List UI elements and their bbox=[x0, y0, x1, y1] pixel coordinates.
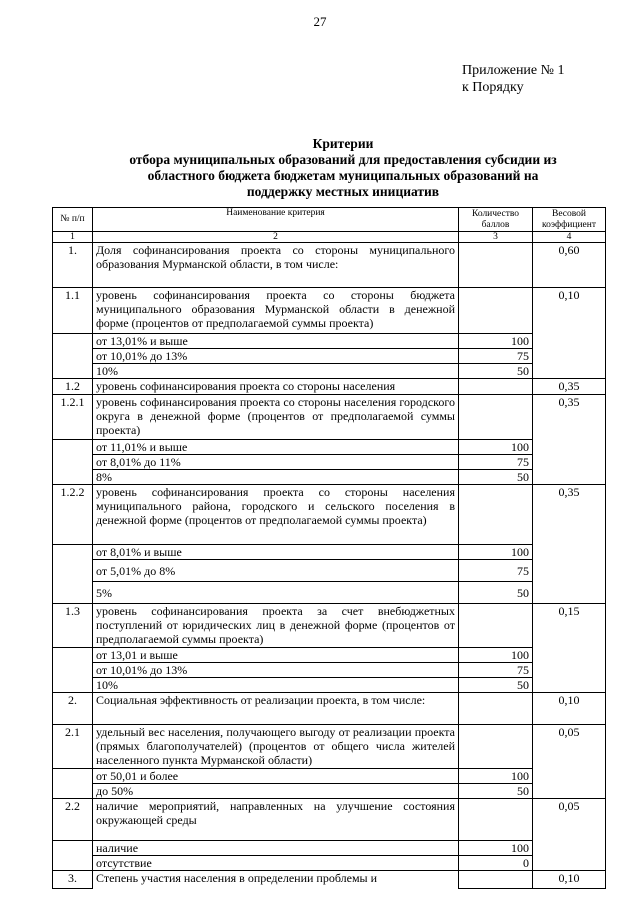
weight-cell: 0,10 bbox=[533, 871, 606, 889]
option-label: 10% bbox=[93, 678, 459, 693]
table-row bbox=[53, 841, 606, 856]
points-cell bbox=[459, 379, 533, 395]
table-row bbox=[53, 582, 606, 604]
row-number bbox=[53, 648, 93, 663]
row-number bbox=[53, 582, 93, 604]
points-value: 50 bbox=[459, 364, 533, 379]
column-number-row bbox=[53, 232, 606, 243]
option-label: от 8,01% и выше bbox=[93, 545, 459, 560]
weight-cell: 0,15 bbox=[533, 604, 606, 693]
option-label: наличие bbox=[93, 841, 459, 856]
table-row bbox=[53, 856, 606, 871]
weight-cell: 0,60 bbox=[533, 243, 606, 288]
points-cell bbox=[459, 485, 533, 545]
title-line-2: отбора муниципальных образований для предоставления субсидии из bbox=[129, 152, 557, 167]
weight-cell: 0,10 bbox=[533, 693, 606, 725]
table-row bbox=[53, 769, 606, 784]
row-number: 2.1 bbox=[53, 725, 93, 769]
row-number bbox=[53, 663, 93, 678]
weight-cell: 0,35 bbox=[533, 485, 606, 604]
row-number bbox=[53, 349, 93, 364]
points-cell bbox=[459, 693, 533, 725]
criteria-table bbox=[52, 207, 606, 889]
option-label: 5% bbox=[93, 582, 459, 604]
criterion-name: наличие мероприятий, направленных на улучшение состояния окружающей среды bbox=[93, 799, 459, 841]
row-number: 1. bbox=[53, 243, 93, 288]
points-value: 75 bbox=[459, 663, 533, 678]
table-row bbox=[53, 648, 606, 663]
criterion-name: уровень софинансирования проекта со стороны населения городского округа в денежной форме (процентов от предполагаемой суммы проекта) bbox=[93, 395, 459, 440]
table-row bbox=[53, 545, 606, 560]
option-label: от 11,01% и выше bbox=[93, 440, 459, 455]
criterion-name: уровень софинансирования проекта со стороны населения муниципального района, городского и сельского поселения в денежной форме (процентов от предполагаемой суммы проекта) bbox=[93, 485, 459, 545]
table-row bbox=[53, 663, 606, 678]
points-cell bbox=[459, 725, 533, 769]
points-value: 100 bbox=[459, 841, 533, 856]
option-label: от 13,01 и выше bbox=[93, 648, 459, 663]
criterion-name: Социальная эффективность от реализации проекта, в том числе: bbox=[93, 693, 459, 725]
row-number: 2. bbox=[53, 693, 93, 725]
points-value: 100 bbox=[459, 648, 533, 663]
points-value: 50 bbox=[459, 784, 533, 799]
table-row bbox=[53, 395, 606, 440]
points-value: 100 bbox=[459, 440, 533, 455]
table-row bbox=[53, 560, 606, 582]
page-number: 27 bbox=[313, 14, 327, 29]
weight-cell: 0,10 bbox=[533, 288, 606, 379]
table-row bbox=[53, 799, 606, 841]
criterion-name: Доля софинансирования проекта со стороны муниципального образования Мурманской области, в том числе: bbox=[93, 243, 459, 288]
table-row bbox=[53, 784, 606, 799]
weight-cell: 0,05 bbox=[533, 725, 606, 799]
table-row bbox=[53, 334, 606, 349]
option-label: от 50,01 и более bbox=[93, 769, 459, 784]
option-label: отсутствие bbox=[93, 856, 459, 871]
header-points: Количество баллов bbox=[459, 208, 533, 232]
table-row bbox=[53, 604, 606, 648]
table-row bbox=[53, 725, 606, 769]
table-row bbox=[53, 364, 606, 379]
column-number: 2 bbox=[93, 232, 459, 243]
table-row bbox=[53, 871, 606, 889]
option-label: 8% bbox=[93, 470, 459, 485]
column-number: 3 bbox=[459, 232, 533, 243]
option-label: 10% bbox=[93, 364, 459, 379]
row-number: 1.2.2 bbox=[53, 485, 93, 545]
table-row bbox=[53, 379, 606, 395]
header-row bbox=[53, 208, 606, 232]
criterion-name: удельный вес населения, получающего выгоду от реализации проекта (прямых благополучателей) (процентов от общего числа жителей населенного пункта Мурманской области) bbox=[93, 725, 459, 769]
header-name: Наименование критерия bbox=[93, 208, 459, 232]
option-label: от 10,01% до 13% bbox=[93, 349, 459, 364]
table-row bbox=[53, 678, 606, 693]
points-value: 50 bbox=[459, 678, 533, 693]
row-number: 1.2 bbox=[53, 379, 93, 395]
row-number bbox=[53, 440, 93, 455]
criterion-name: уровень софинансирования проекта со стороны бюджета муниципального образования Мурманской области в денежной форме (процентов от предполагаемой суммы проекта) bbox=[93, 288, 459, 334]
row-number bbox=[53, 784, 93, 799]
appendix-line-2: к Порядку bbox=[462, 80, 524, 95]
points-cell bbox=[459, 288, 533, 334]
row-number: 1.3 bbox=[53, 604, 93, 648]
row-number bbox=[53, 678, 93, 693]
table-row bbox=[53, 485, 606, 545]
points-cell bbox=[459, 243, 533, 288]
row-number: 3. bbox=[53, 871, 93, 889]
points-value: 100 bbox=[459, 769, 533, 784]
criterion-name: Степень участия населения в определении проблемы и bbox=[93, 871, 459, 889]
table-row bbox=[53, 440, 606, 455]
appendix-line-1: Приложение № 1 bbox=[462, 63, 565, 78]
option-label: до 50% bbox=[93, 784, 459, 799]
column-number: 4 bbox=[533, 232, 606, 243]
points-cell bbox=[459, 604, 533, 648]
column-number: 1 bbox=[53, 232, 93, 243]
row-number bbox=[53, 545, 93, 560]
row-number: 1.1 bbox=[53, 288, 93, 334]
points-cell bbox=[459, 395, 533, 440]
table-row bbox=[53, 693, 606, 725]
table-row bbox=[53, 470, 606, 485]
points-value: 75 bbox=[459, 349, 533, 364]
weight-cell: 0,05 bbox=[533, 799, 606, 871]
title-line-1: Критерии bbox=[312, 136, 374, 151]
title-line-4: поддержку местных инициатив bbox=[246, 184, 440, 199]
criterion-name: уровень софинансирования проекта за счет внебюджетных поступлений от юридических лиц в денежной форме (процентов от предполагаемой суммы проекта) bbox=[93, 604, 459, 648]
table-row bbox=[53, 243, 606, 288]
criterion-name: уровень софинансирования проекта со стороны населения bbox=[93, 379, 459, 395]
points-value: 0 bbox=[459, 856, 533, 871]
title-line-3: областного бюджета бюджетам муниципальных образований на bbox=[147, 168, 539, 183]
row-number: 1.2.1 bbox=[53, 395, 93, 440]
points-cell bbox=[459, 799, 533, 841]
header-weight: Весовой коэффициент bbox=[533, 208, 606, 232]
option-label: от 8,01% до 11% bbox=[93, 455, 459, 470]
document-title bbox=[60, 136, 626, 200]
row-number bbox=[53, 769, 93, 784]
table-row bbox=[53, 288, 606, 334]
table-row bbox=[53, 349, 606, 364]
row-number bbox=[53, 334, 93, 349]
weight-cell: 0,35 bbox=[533, 379, 606, 395]
table-row bbox=[53, 455, 606, 470]
row-number bbox=[53, 364, 93, 379]
row-number: 2.2 bbox=[53, 799, 93, 841]
points-value: 50 bbox=[459, 470, 533, 485]
points-value: 100 bbox=[459, 334, 533, 349]
points-value: 100 bbox=[459, 545, 533, 560]
row-number bbox=[53, 470, 93, 485]
row-number bbox=[53, 455, 93, 470]
row-number bbox=[53, 856, 93, 871]
option-label: от 13,01% и выше bbox=[93, 334, 459, 349]
row-number bbox=[53, 560, 93, 582]
option-label: от 5,01% до 8% bbox=[93, 560, 459, 582]
option-label: от 10,01% до 13% bbox=[93, 663, 459, 678]
points-value: 75 bbox=[459, 455, 533, 470]
appendix-note bbox=[462, 62, 565, 96]
row-number bbox=[53, 841, 93, 856]
points-value: 50 bbox=[459, 582, 533, 604]
points-cell bbox=[459, 871, 533, 889]
header-num: № п/п bbox=[53, 208, 93, 232]
points-value: 75 bbox=[459, 560, 533, 582]
weight-cell: 0,35 bbox=[533, 395, 606, 485]
